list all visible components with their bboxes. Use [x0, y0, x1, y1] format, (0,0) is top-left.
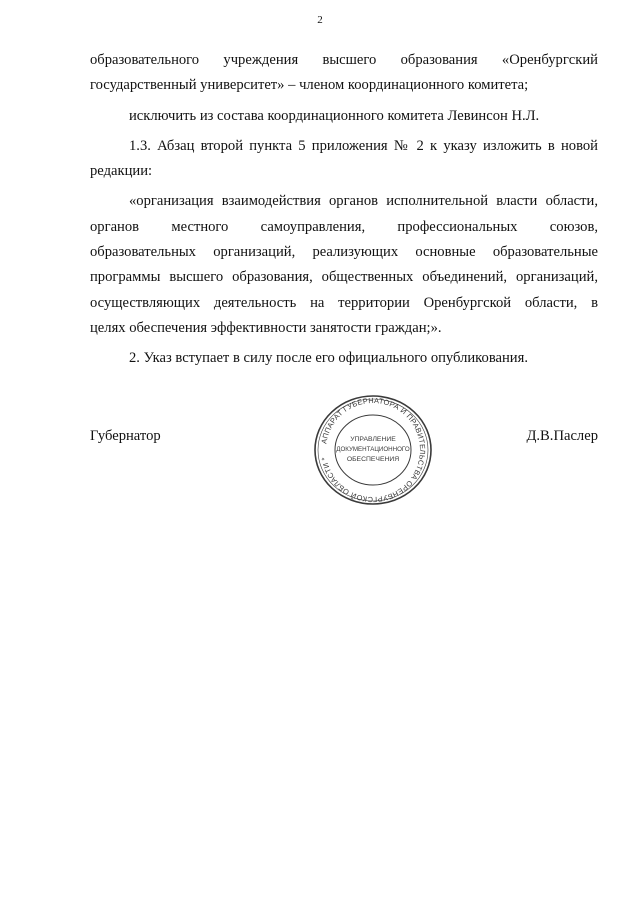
- seal-center-line: ОБЕСПЕЧЕНИЯ: [346, 456, 400, 463]
- text-line: образовательных организаций, реализующих основные образовательные: [90, 244, 598, 261]
- page-number: 2: [317, 14, 323, 26]
- text-line: осуществляющих деятельность на территории Оренбургской области, в: [90, 294, 598, 311]
- signatory-position: Губернатор: [90, 428, 161, 444]
- seal-ring-text: АППАРАТ ГУБЕРНАТОРА И ПРАВИТЕЛЬСТВА ОРЕНБУРГСКОЙ ОБЛАСТИ *: [319, 395, 428, 505]
- text-line: «организация взаимодействия органов исполнительной власти области,: [129, 193, 598, 210]
- text-line: исключить из состава координационного комитета Левинсон Н.Л.: [129, 107, 540, 124]
- text-line: 2. Указ вступает в силу после его официального опубликования.: [129, 350, 528, 367]
- text-line: образовательного учреждения высшего образования «Оренбургский: [90, 52, 598, 68]
- seal-graphic: [308, 390, 438, 510]
- text-line: государственный университет» – членом координационного комитета;: [90, 77, 529, 94]
- text-line: 1.3. Абзац второй пункта 5 приложения № 2 к указу изложить в новой: [129, 137, 598, 154]
- text-line: редакции:: [90, 163, 153, 180]
- seal-center-line: ДОКУМЕНТАЦИОННОГО: [336, 446, 410, 453]
- text-line: программы высшего образования, общественных объединений, организаций,: [90, 269, 598, 286]
- seal-center-line: УПРАВЛЕНИЕ: [350, 436, 396, 443]
- document-body: [90, 48, 598, 372]
- official-seal-stamp: [308, 390, 438, 510]
- text-line: целях обеспечения эффективности занятости граждан;».: [90, 319, 442, 336]
- text-line: органов местного самоуправления, профессиональных союзов,: [90, 218, 598, 235]
- signatory-name: Д.В.Паслер: [526, 428, 598, 444]
